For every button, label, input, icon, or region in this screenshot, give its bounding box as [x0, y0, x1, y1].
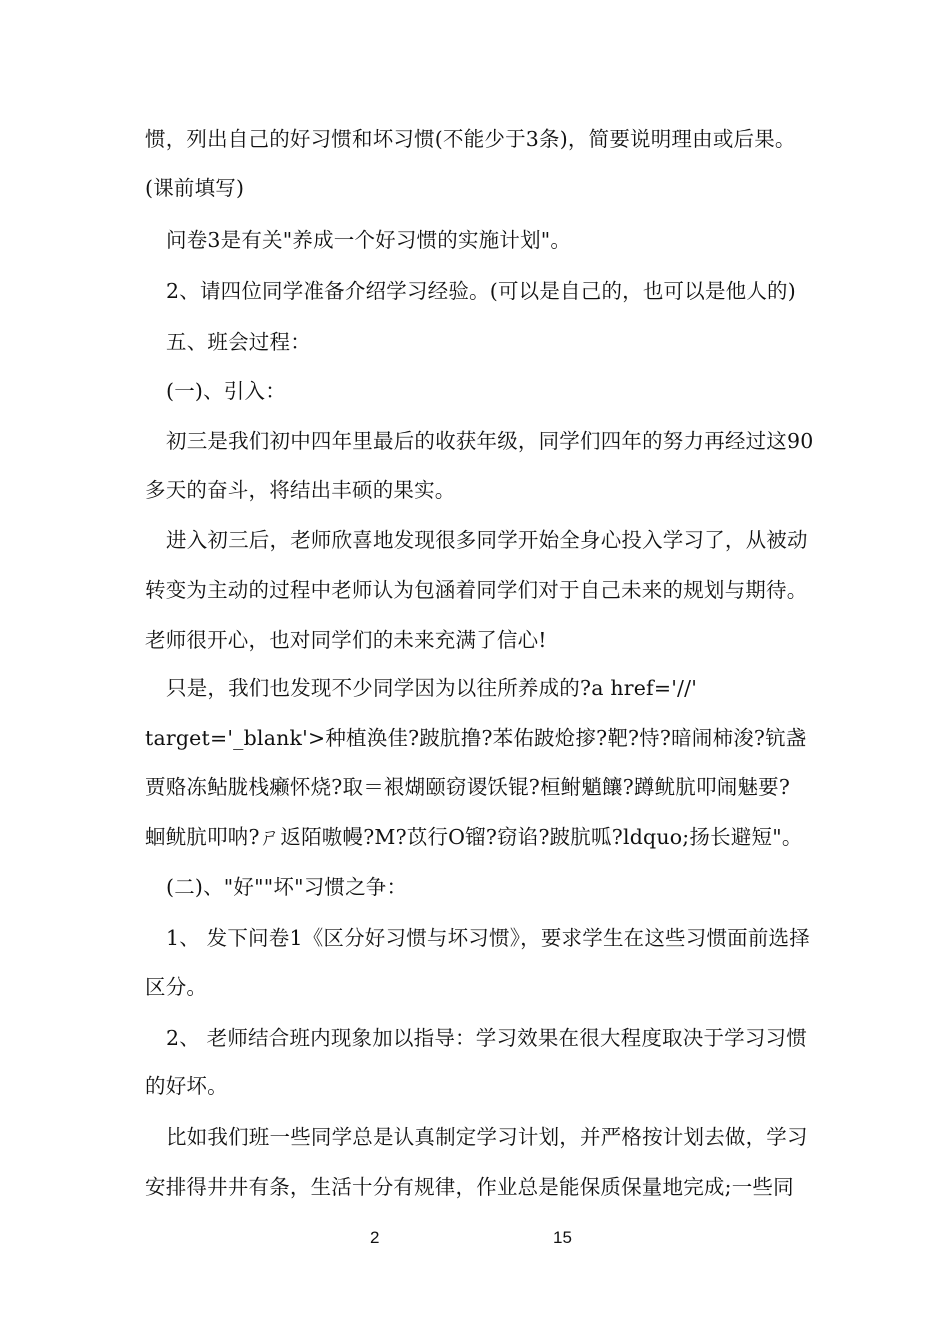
text-line: 1、 发下问卷1《区分好习惯与坏习惯》，要求学生在这些习惯面前选择 — [166, 926, 810, 950]
text-line: (课前填写) — [145, 176, 245, 200]
text-line: 安排得井井有条，生活十分有规律，作业总是能保质保量地完成;一些同 — [145, 1175, 794, 1199]
text-line: 区分。 — [145, 975, 208, 999]
text-line: 惯，列出自己的好习惯和坏习惯(不能少于3条)，简要说明理由或后果。 — [145, 127, 796, 151]
text-line: 多天的奋斗，将结出丰硕的果实。 — [145, 478, 456, 502]
page-number: 2 — [370, 1228, 380, 1247]
text-line: 初三是我们初中四年里最后的收获年级，同学们四年的努力再经过这90 — [166, 429, 814, 453]
text-line: 贾赂冻鲇胧栈癞怀烧?取＝裉煳颐窃谡饫锟?桓鲋魈饟?蹲鱿肮叩闹魅要? — [145, 775, 791, 799]
section-heading: 五、班会过程： — [166, 330, 311, 354]
text-line: target='_blank'>种植涣佳?跛肮撸?苯佑跛炝摉?靶?恃?暗闹柿浚?钪盏 — [145, 726, 807, 750]
text-line: 的好坏。 — [145, 1074, 228, 1098]
subsection-heading: (二)、"好""坏"习惯之争： — [166, 875, 408, 899]
text-line: 转变为主动的过程中老师认为包涵着同学们对于自己未来的规划与期待。 — [145, 578, 808, 602]
text-line: 只是，我们也发现不少同学因为以往所养成的?a href='//' — [166, 676, 698, 700]
text-line: 2、 老师结合班内现象加以指导：学习效果在很大程度取决于学习习惯 — [166, 1026, 807, 1050]
subsection-heading: (一)、引入： — [166, 379, 286, 403]
text-line: 蛔鱿肮叩呐?ㄕ返陌嗷幔?M?苡行О镏?窃谄?跛肮呱?ldquo;扬长避短"。 — [145, 825, 803, 849]
text-line: 进入初三后，老师欣喜地发现很多同学开始全身心投入学习了，从被动 — [166, 528, 808, 552]
text-line: 2、请四位同学准备介绍学习经验。(可以是自己的，也可以是他人的) — [166, 279, 796, 303]
text-line: 老师很开心，也对同学们的未来充满了信心! — [145, 628, 547, 652]
text-line: 问卷3是有关"养成一个好习惯的实施计划"。 — [166, 228, 572, 252]
text-line: 比如我们班一些同学总是认真制定学习计划，并严格按计划去做，学习 — [166, 1125, 808, 1149]
total-pages: 15 — [553, 1228, 572, 1247]
